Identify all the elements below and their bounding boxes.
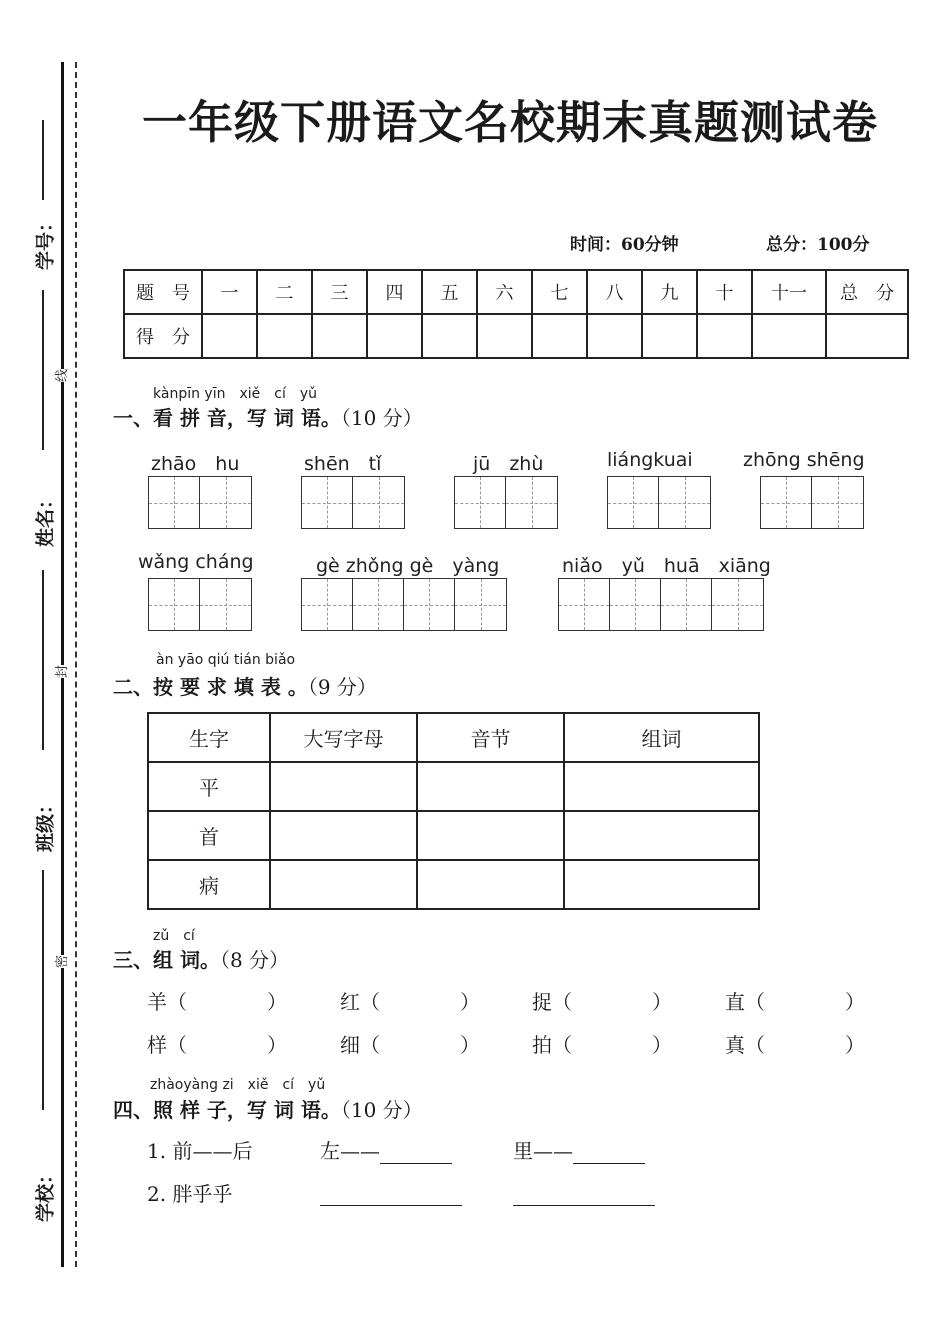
student-no-label: 学号： — [34, 213, 57, 271]
class-line-top — [42, 570, 44, 750]
writing-grid-8[interactable] — [558, 578, 764, 631]
fill-cell[interactable] — [564, 811, 759, 860]
pinyin-item-7: gè zhǒng gè yàng — [316, 555, 500, 577]
seal-line-char: 线 — [49, 369, 72, 382]
pinyin-item-1: zhāo hu — [151, 453, 240, 475]
score-col-7: 七 — [532, 270, 587, 314]
answer-blank[interactable] — [320, 1181, 462, 1206]
score-cell[interactable] — [477, 314, 532, 358]
fill-cell[interactable] — [417, 860, 564, 909]
name-line-top — [42, 290, 44, 450]
fill-cell[interactable] — [270, 860, 417, 909]
word-item-xi[interactable]: 细（ ） — [340, 1033, 480, 1057]
fill-row-char: 病 — [148, 860, 270, 909]
word-item-yang[interactable]: 羊（ ） — [147, 990, 287, 1014]
word-item-zhuo[interactable]: 捉（ ） — [532, 990, 672, 1014]
word-item-yang2[interactable]: 样（ ） — [147, 1033, 287, 1057]
writing-grid-4[interactable] — [607, 476, 711, 529]
exam-time: 时间：60分钟 — [570, 235, 679, 255]
score-row-header: 题 号 — [124, 270, 202, 314]
section1-title: 一、看 拼 音，写 词 语。（10 分） — [113, 406, 423, 430]
section2-pinyin: àn yāo qiú tián biǎo — [156, 652, 296, 668]
score-col-8: 八 — [587, 270, 642, 314]
score-col-9: 九 — [642, 270, 697, 314]
fill-table — [147, 712, 760, 910]
answer-blank[interactable] — [513, 1181, 655, 1206]
section2-title: 二、按 要 求 填 表 。（9 分） — [113, 675, 377, 699]
section4-title: 四、照 样 子，写 词 语。（10 分） — [113, 1098, 423, 1122]
pinyin-item-5: zhōng shēng — [743, 449, 865, 471]
score-cell[interactable] — [642, 314, 697, 358]
fill-cell[interactable] — [417, 811, 564, 860]
score-cell[interactable] — [697, 314, 752, 358]
score-col-2: 二 — [257, 270, 312, 314]
name-label: 姓名： — [34, 490, 57, 548]
score-row2-header: 得 分 — [124, 314, 202, 358]
example-2: 2. 胖乎乎 — [147, 1182, 233, 1206]
score-cell[interactable] — [312, 314, 367, 358]
score-col-6: 六 — [477, 270, 532, 314]
word-item-zhen[interactable]: 真（ ） — [725, 1033, 865, 1057]
fill-header-char: 生字 — [148, 713, 270, 762]
pinyin-item-6: wǎng cháng — [138, 551, 254, 573]
seal-secret-char: 密 — [49, 955, 72, 968]
score-cell[interactable] — [202, 314, 257, 358]
writing-grid-3[interactable] — [454, 476, 558, 529]
writing-grid-1[interactable] — [148, 476, 252, 529]
fill-cell[interactable] — [564, 762, 759, 811]
example-1: 1. 前——后 — [147, 1139, 253, 1163]
answer-blank[interactable] — [573, 1139, 645, 1164]
section3-pinyin: zǔ cí — [153, 928, 195, 944]
score-col-10: 十 — [697, 270, 752, 314]
page-title: 一年级下册语文名校期末真题测试卷 — [141, 96, 878, 149]
score-col-total: 总 分 — [826, 270, 908, 314]
question-inside: 里—— — [513, 1135, 645, 1164]
score-cell[interactable] — [532, 314, 587, 358]
score-table — [123, 269, 909, 359]
score-cell[interactable] — [587, 314, 642, 358]
writing-grid-2[interactable] — [301, 476, 405, 529]
word-item-pai[interactable]: 拍（ ） — [532, 1033, 672, 1057]
writing-grid-5[interactable] — [760, 476, 864, 529]
answer-blank[interactable] — [380, 1139, 452, 1164]
fill-cell[interactable] — [270, 762, 417, 811]
score-col-4: 四 — [367, 270, 422, 314]
student-no-line — [42, 120, 44, 200]
pinyin-item-4: liángkuai — [607, 449, 693, 471]
section4-pinyin: zhàoyàng zi xiě cí yǔ — [150, 1077, 326, 1093]
fill-cell[interactable] — [417, 762, 564, 811]
section1-pinyin: kànpīn yīn xiě cí yǔ — [153, 386, 317, 402]
word-item-zhi[interactable]: 直（ ） — [725, 990, 865, 1014]
score-col-5: 五 — [422, 270, 477, 314]
score-cell[interactable] — [826, 314, 908, 358]
fill-header-syllable: 音节 — [417, 713, 564, 762]
score-col-1: 一 — [202, 270, 257, 314]
seal-seal-char: 封 — [49, 665, 72, 678]
score-col-3: 三 — [312, 270, 367, 314]
question-left: 左—— — [320, 1135, 452, 1164]
school-line-top — [42, 870, 44, 1110]
score-cell[interactable] — [422, 314, 477, 358]
fill-cell[interactable] — [564, 860, 759, 909]
fill-row-char: 首 — [148, 811, 270, 860]
fill-header-words: 组词 — [564, 713, 759, 762]
fill-row-char: 平 — [148, 762, 270, 811]
writing-grid-6[interactable] — [148, 578, 252, 631]
pinyin-item-3: jū zhù — [473, 453, 544, 475]
section3-title: 三、组 词。（8 分） — [113, 948, 290, 972]
word-item-hong[interactable]: 红（ ） — [340, 990, 480, 1014]
fill-header-capital: 大写字母 — [270, 713, 417, 762]
pinyin-item-8: niǎo yǔ huā xiāng — [562, 555, 771, 577]
score-cell[interactable] — [752, 314, 826, 358]
score-cell[interactable] — [367, 314, 422, 358]
writing-grid-7[interactable] — [301, 578, 507, 631]
pinyin-item-2: shēn tǐ — [304, 453, 382, 475]
score-col-11: 十一 — [752, 270, 826, 314]
school-label: 学校： — [34, 1165, 57, 1223]
exam-total-score: 总分：100分 — [766, 235, 870, 255]
fill-cell[interactable] — [270, 811, 417, 860]
score-cell[interactable] — [257, 314, 312, 358]
class-label: 班级： — [34, 795, 57, 853]
binding-line-dashed — [75, 62, 77, 1267]
